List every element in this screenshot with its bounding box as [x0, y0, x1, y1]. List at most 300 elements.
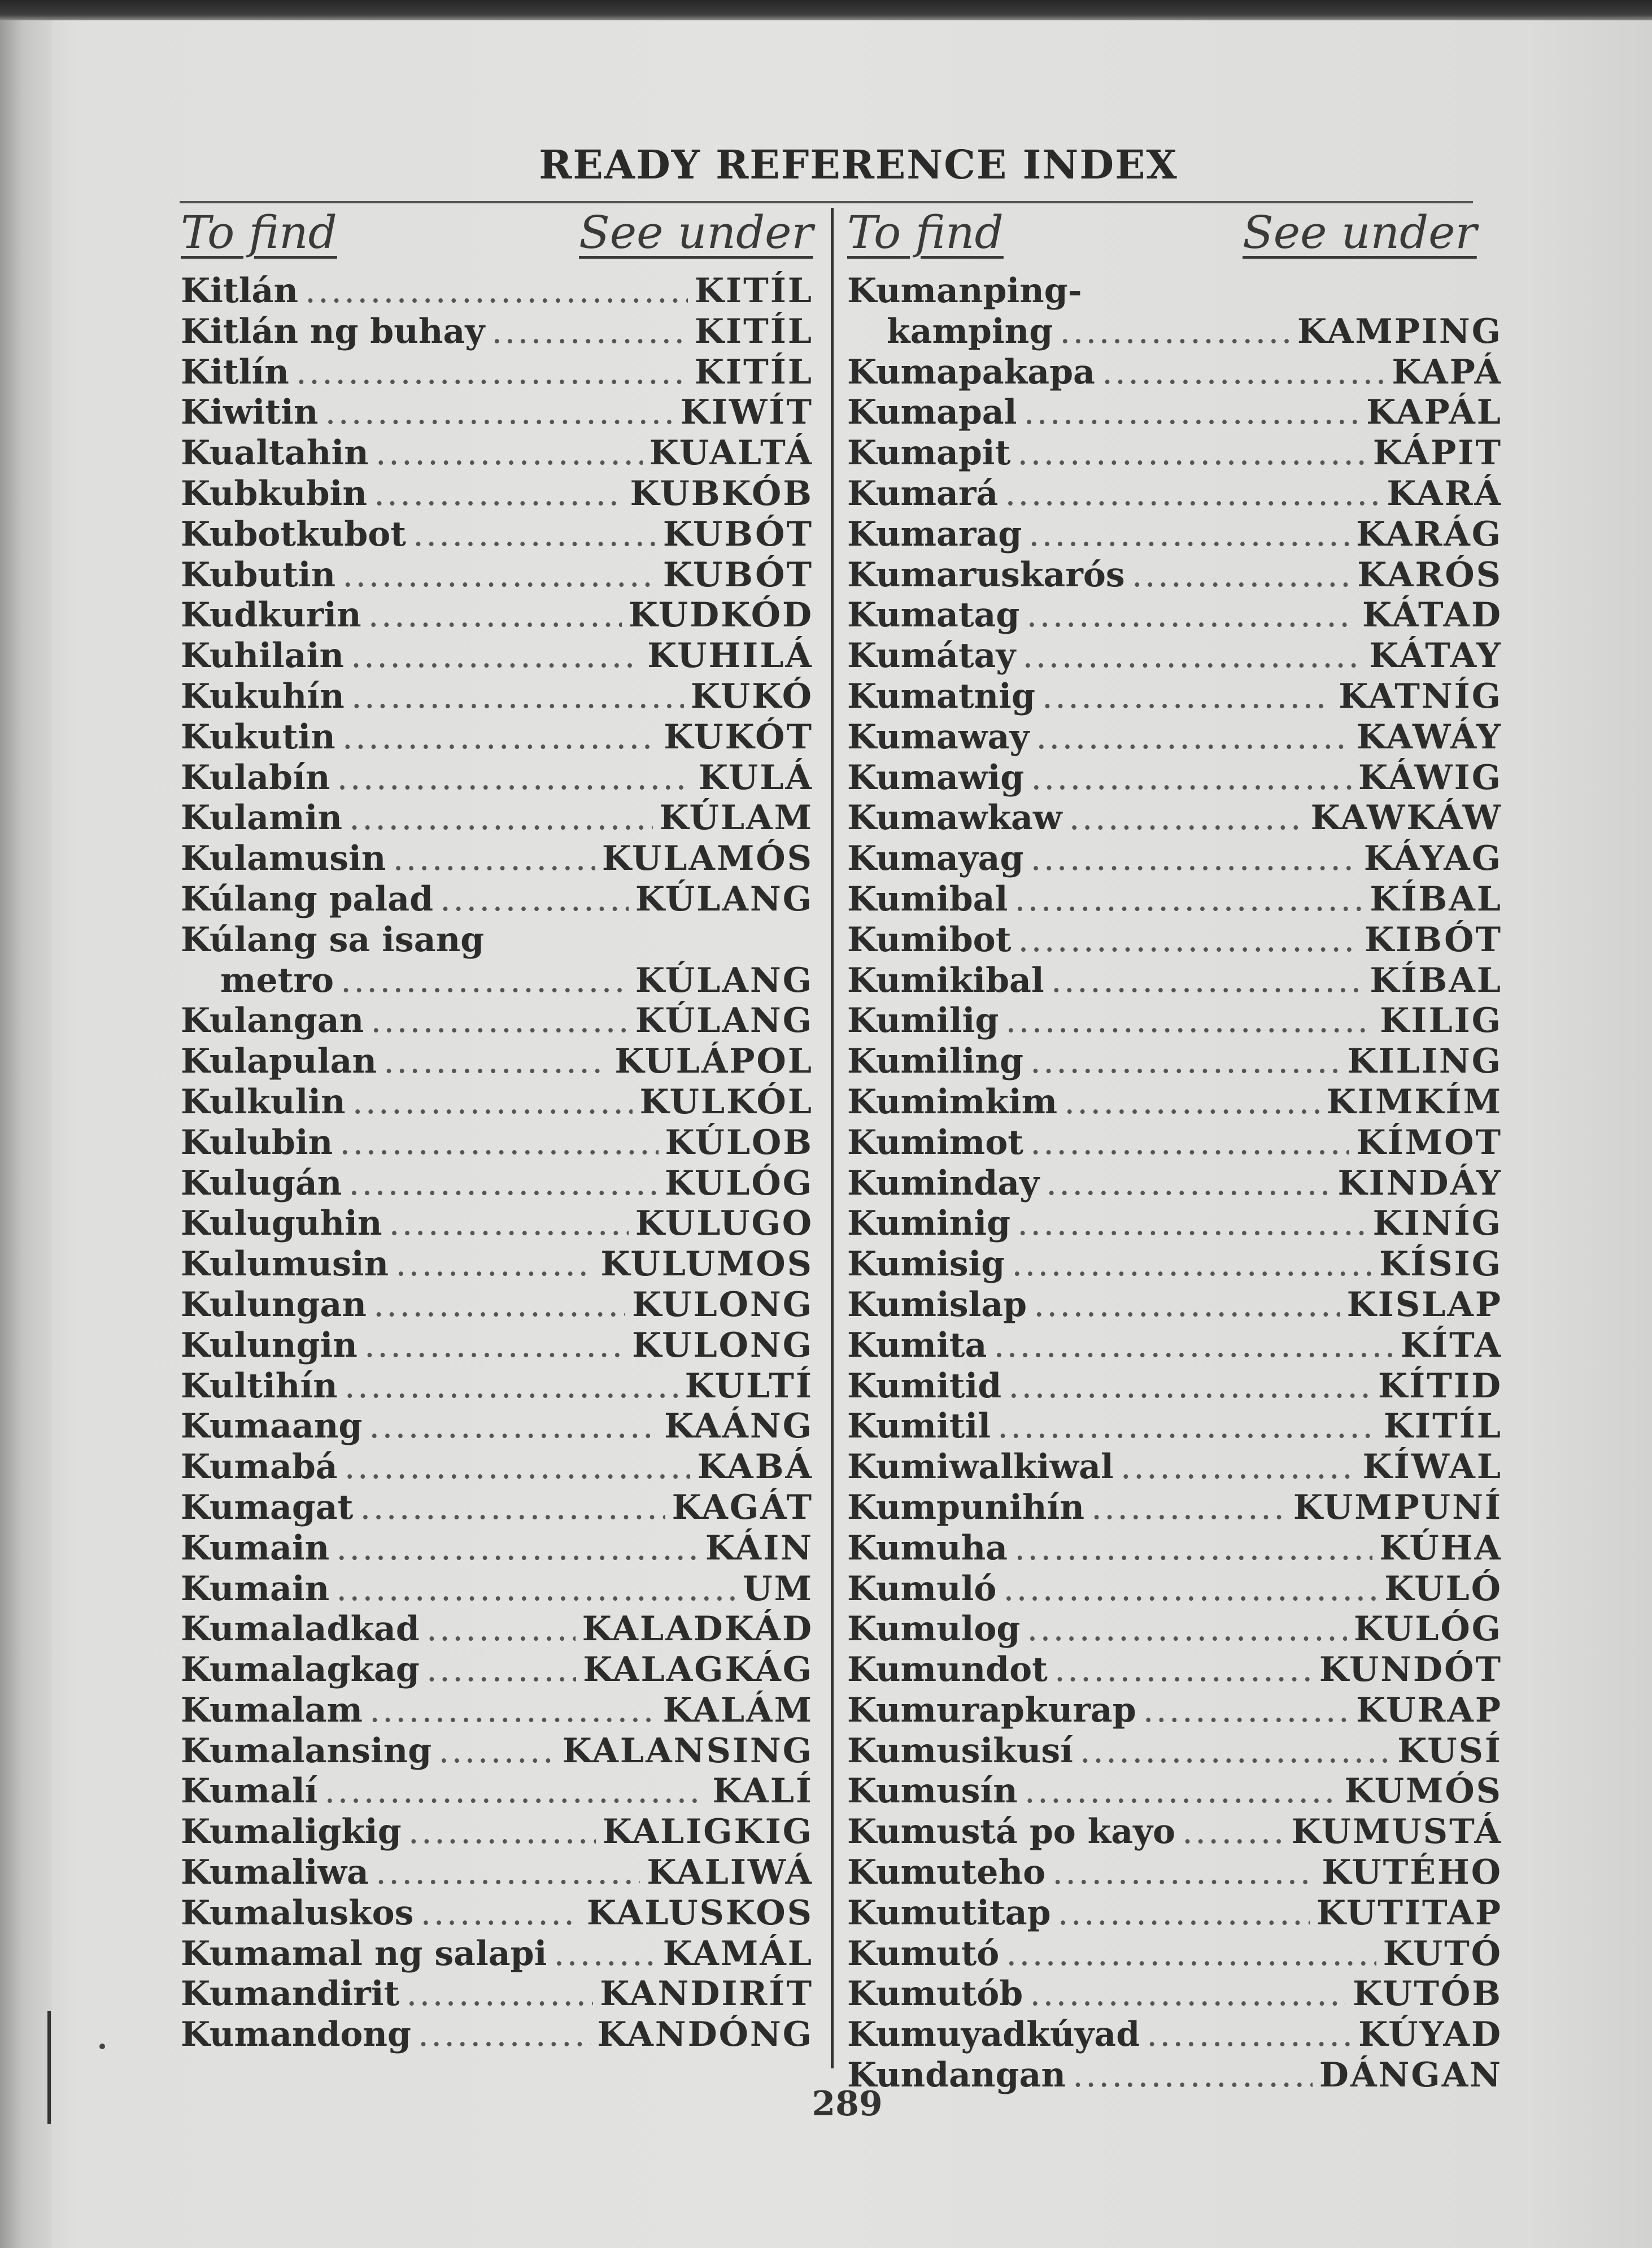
entry-reference: KUALTÁ	[649, 433, 813, 473]
dot-leader	[368, 595, 622, 636]
dot-leader	[1005, 474, 1380, 515]
page-top-edge	[0, 0, 1652, 20]
entry-term: Kumalam	[181, 1690, 363, 1730]
index-entry	[847, 961, 1502, 1001]
index-entry	[847, 839, 1502, 879]
index-entry	[181, 1123, 813, 1164]
index-entry	[847, 1974, 1502, 2015]
entry-reference: KUMÓS	[1344, 1771, 1502, 1811]
dot-leader	[296, 352, 688, 393]
index-entry	[181, 1366, 813, 1407]
entry-reference: KILIG	[1380, 1001, 1502, 1041]
dot-leader	[1031, 839, 1357, 879]
dot-leader	[342, 717, 657, 758]
index-entry	[847, 1528, 1502, 1569]
entry-term: Kumawig	[847, 757, 1025, 798]
entry-term: Kumamal ng salapi	[181, 1933, 547, 1973]
index-entry	[181, 1812, 813, 1853]
spine-dot	[99, 2044, 105, 2049]
entry-term: Kumuló	[847, 1569, 997, 1609]
entry-reference: KANDIRÍT	[600, 1974, 813, 2014]
entry-term: Kumalagkag	[181, 1650, 420, 1690]
entry-reference: KARÓS	[1357, 555, 1502, 595]
entry-reference: KIBÓT	[1365, 920, 1502, 960]
entry-reference: KARÁ	[1387, 473, 1502, 513]
dot-leader	[1080, 1731, 1391, 1772]
dot-leader	[1182, 1812, 1285, 1853]
dot-leader	[351, 677, 684, 717]
index-entry	[847, 1123, 1502, 1164]
entry-reference: KALANSING	[562, 1731, 813, 1771]
index-entry	[181, 798, 813, 839]
dot-leader	[1121, 1447, 1356, 1488]
entry-term: Kumutób	[847, 1974, 1023, 2014]
dot-leader	[352, 1082, 633, 1123]
dot-leader	[1028, 515, 1349, 555]
entry-reference: KUDKÓD	[628, 595, 813, 635]
dot-leader	[374, 474, 623, 515]
dot-leader	[1025, 1771, 1338, 1812]
entry-term: Kukuhín	[181, 676, 345, 716]
dot-leader	[1005, 1001, 1373, 1042]
entry-reference: KÚLANG	[635, 960, 813, 1000]
index-entry	[181, 1164, 813, 1204]
index-entry	[181, 677, 813, 717]
entry-term: Kuhilain	[181, 636, 344, 676]
index-entry	[847, 758, 1502, 799]
dot-leader	[336, 1528, 699, 1569]
entry-term: Kumaluskos	[181, 1893, 414, 1933]
dot-leader	[1022, 636, 1362, 677]
entry-term: Kulumusin	[181, 1244, 389, 1284]
entry-term: Kumuyadkúyad	[847, 2015, 1140, 2055]
index-entry	[181, 1285, 813, 1326]
index-entry	[181, 839, 813, 879]
entry-reference: KALÍ	[712, 1771, 813, 1811]
dot-leader	[345, 1366, 678, 1407]
index-entry	[181, 1406, 813, 1447]
dot-leader	[491, 312, 688, 352]
entry-term: Kumandirit	[181, 1974, 400, 2014]
index-entry	[847, 433, 1502, 474]
entry-term: Kumanping-	[847, 271, 1082, 311]
dot-leader	[336, 1569, 736, 1610]
index-entry	[847, 1406, 1502, 1447]
entry-term: Kumimkim	[847, 1082, 1058, 1122]
entry-reference: KÍTA	[1400, 1325, 1502, 1365]
dot-leader	[393, 839, 595, 879]
dot-leader	[1018, 920, 1358, 961]
entry-term: Kultihín	[181, 1366, 338, 1406]
entry-reference: KALAGKÁG	[583, 1650, 813, 1690]
dot-leader	[406, 1974, 593, 2015]
left-see-under-heading: See under	[579, 206, 813, 259]
entry-reference: KALIGKIG	[602, 1812, 813, 1852]
index-entry	[847, 1447, 1502, 1488]
entry-reference: KABÁ	[697, 1447, 813, 1487]
entry-term: Kumuteho	[847, 1853, 1046, 1893]
entry-reference: KULUMOS	[600, 1244, 813, 1284]
entry-term: Kumátay	[847, 636, 1016, 676]
dot-leader	[1060, 312, 1291, 352]
entry-term: Kumimot	[847, 1122, 1023, 1162]
entry-reference: KUTÉHO	[1322, 1853, 1502, 1893]
dot-leader	[342, 555, 656, 596]
entry-term: Kumaliwa	[181, 1853, 369, 1893]
entry-term: Kumusikusí	[847, 1731, 1073, 1771]
entry-term: Kumilig	[847, 1001, 999, 1041]
index-entry	[181, 555, 813, 596]
dot-leader	[1046, 1164, 1331, 1204]
entry-reference: KUBÓT	[662, 555, 813, 595]
entry-term: Kulamin	[181, 798, 343, 838]
entry-reference: KAPÁL	[1366, 393, 1502, 433]
entry-reference: KALUSKOS	[587, 1893, 813, 1933]
entry-term: Kukutin	[181, 717, 335, 757]
entry-reference: KULONG	[632, 1284, 813, 1325]
right-to-find-heading: To find	[847, 206, 1004, 259]
index-entry	[181, 271, 813, 312]
index-entry	[181, 1204, 813, 1244]
dot-leader	[376, 1853, 640, 1893]
index-entry	[847, 677, 1502, 717]
entry-reference: KÍTID	[1378, 1366, 1502, 1406]
entry-term: Kumain	[181, 1569, 330, 1609]
index-entry	[181, 2015, 813, 2055]
dot-leader	[993, 1326, 1394, 1366]
entry-reference: KUTÓ	[1383, 1933, 1502, 1973]
index-entry	[181, 758, 813, 799]
entry-term: Kumusín	[847, 1771, 1018, 1811]
dot-leader	[1054, 1650, 1313, 1691]
entry-term: Kumagat	[181, 1487, 354, 1527]
index-entry	[181, 1691, 813, 1731]
entry-reference: KALADKÁD	[582, 1609, 813, 1649]
index-entry	[181, 1528, 813, 1569]
entry-term: Kumatag	[847, 595, 1020, 635]
right-index-column	[847, 271, 1502, 2096]
entry-reference: KULUGO	[635, 1204, 813, 1244]
index-entry	[847, 1853, 1502, 1893]
index-entry	[181, 920, 813, 961]
entry-reference: KÚLANG	[635, 879, 813, 919]
dot-leader	[1017, 433, 1366, 474]
index-entry	[181, 961, 813, 1001]
dot-leader	[305, 271, 688, 312]
entry-reference: KUSÍ	[1397, 1731, 1502, 1771]
entry-term: Kulangan	[181, 1001, 364, 1041]
entry-term: Kitlán ng buhay	[181, 311, 485, 351]
dot-leader	[1143, 1691, 1349, 1731]
entry-term: Kumapit	[847, 433, 1011, 473]
index-entry	[847, 1569, 1502, 1610]
dot-leader	[1069, 798, 1304, 839]
index-entry	[847, 1488, 1502, 1528]
entry-reference: KULÓG	[664, 1163, 813, 1203]
entry-term: Kuminig	[847, 1204, 1011, 1244]
entry-reference: KUMPUNÍ	[1293, 1487, 1502, 1527]
entry-reference: KUMUSTÁ	[1291, 1812, 1502, 1852]
entry-term: Kumapakapa	[847, 352, 1095, 392]
entry-reference: KAWÁY	[1356, 717, 1502, 757]
dot-leader	[337, 758, 692, 799]
entry-term: metro	[220, 960, 334, 1000]
dot-leader	[369, 1406, 657, 1447]
index-entry	[181, 1609, 813, 1650]
entry-term: Kumutó	[847, 1933, 1000, 1973]
index-entry	[181, 1244, 813, 1285]
entry-reference: KULÁPOL	[614, 1042, 813, 1082]
index-entry	[847, 1164, 1502, 1204]
entry-term: Kumurapkurap	[847, 1690, 1136, 1730]
entry-reference: KINDÁY	[1337, 1163, 1502, 1203]
index-entry	[181, 1771, 813, 1812]
entry-term: Kulabín	[181, 757, 330, 798]
dot-leader	[389, 1204, 628, 1244]
entry-term: Kualtahin	[181, 433, 369, 473]
index-entry	[181, 1569, 813, 1610]
dot-leader	[1036, 717, 1350, 758]
entry-reference: KUBKÓB	[630, 473, 813, 513]
entry-reference: KITÍL	[1383, 1406, 1502, 1447]
dot-leader	[1058, 1893, 1310, 1934]
entry-term: Kubutin	[181, 555, 336, 595]
dot-leader	[1012, 1244, 1372, 1285]
dot-leader	[1147, 2015, 1352, 2055]
index-entry	[847, 555, 1502, 596]
dot-leader	[364, 1326, 625, 1366]
page-number: 289	[812, 2084, 883, 2124]
entry-term: Kumawkaw	[847, 798, 1062, 838]
entry-term: Kumibal	[847, 879, 1008, 919]
entry-term: Kuluguhin	[181, 1204, 382, 1244]
entry-term: Kumaladkad	[181, 1609, 420, 1649]
entry-reference: KITÍL	[694, 311, 813, 351]
entry-reference: KÁTAY	[1369, 636, 1502, 676]
entry-reference: KISLAP	[1346, 1284, 1502, 1325]
index-entry	[847, 2055, 1502, 2096]
entry-term: Kumitid	[847, 1366, 1002, 1406]
index-entry	[181, 312, 813, 352]
index-entry	[181, 1001, 813, 1042]
entry-reference: KINÍG	[1372, 1204, 1502, 1244]
dot-leader	[383, 1042, 608, 1082]
entry-term: Kumaway	[847, 717, 1030, 757]
dot-leader	[1006, 1934, 1376, 1975]
entry-reference: KAMÁL	[662, 1933, 813, 1973]
index-entry	[847, 1082, 1502, 1123]
entry-term: Kumiwalkiwal	[847, 1447, 1114, 1487]
dot-leader	[1073, 2055, 1313, 2096]
entry-reference: KÚLAM	[659, 798, 813, 838]
index-entry	[847, 515, 1502, 555]
index-entry	[181, 636, 813, 677]
index-entry	[181, 352, 813, 393]
dot-leader	[1034, 1285, 1340, 1326]
dot-leader	[1042, 677, 1332, 717]
entry-term: Kundangan	[847, 2055, 1066, 2095]
dot-leader	[418, 2015, 591, 2055]
entry-reference: KULÓ	[1384, 1569, 1502, 1609]
dot-leader	[395, 1244, 594, 1285]
index-entry	[847, 1934, 1502, 1975]
dot-leader	[339, 1123, 658, 1164]
entry-term: Kumibot	[847, 920, 1012, 960]
entry-term: Kumará	[847, 473, 999, 513]
dot-leader	[1023, 393, 1359, 433]
entry-term: Kumita	[847, 1325, 987, 1365]
index-entry	[181, 1447, 813, 1488]
entry-term: Kuminday	[847, 1163, 1040, 1203]
entry-term: Kulungan	[181, 1284, 367, 1325]
entry-term: Kulamusin	[181, 839, 386, 879]
dot-leader	[1008, 1366, 1371, 1407]
dot-leader	[553, 1934, 656, 1975]
index-entry	[181, 1893, 813, 1934]
entry-reference: KÁWIG	[1358, 757, 1502, 798]
dot-leader	[1030, 1123, 1350, 1164]
dot-leader	[360, 1488, 665, 1528]
index-entry	[181, 1488, 813, 1528]
index-entry	[847, 1731, 1502, 1772]
entry-term: Kumulog	[847, 1609, 1021, 1649]
entry-reference: KUKÓ	[690, 676, 813, 716]
entry-term: Kubotkubot	[181, 514, 407, 554]
entry-reference: KAÁNG	[664, 1406, 813, 1447]
index-entry	[847, 2015, 1502, 2055]
entry-reference: KUNDÓT	[1319, 1650, 1502, 1690]
index-entry	[847, 595, 1502, 636]
dot-leader	[369, 1691, 656, 1731]
index-entry	[847, 474, 1502, 515]
index-entry	[847, 1001, 1502, 1042]
entry-reference: KANDÓNG	[597, 2015, 813, 2055]
entry-reference: KULKÓL	[639, 1082, 813, 1122]
entry-term: Kumaligkig	[181, 1812, 402, 1852]
entry-reference: KÍMOT	[1356, 1122, 1502, 1162]
index-entry	[847, 1366, 1502, 1407]
entry-reference: KÍWAL	[1362, 1447, 1502, 1487]
entry-reference: KURAP	[1356, 1690, 1502, 1730]
dot-leader	[1031, 758, 1352, 799]
dot-leader	[349, 798, 652, 839]
entry-term: Kiwitin	[181, 393, 319, 433]
dot-leader	[438, 1731, 555, 1772]
entry-reference: KÁIN	[705, 1528, 813, 1568]
index-entry	[847, 271, 1502, 312]
spine-mark	[47, 2011, 51, 2124]
entry-reference: KITÍL	[694, 352, 813, 392]
index-entry	[847, 393, 1502, 433]
entry-reference: KUTITAP	[1316, 1893, 1502, 1933]
entry-term: Kumutitap	[847, 1893, 1051, 1933]
entry-term: Kudkurin	[181, 595, 361, 635]
dot-leader	[351, 636, 640, 677]
entry-reference: KARÁG	[1356, 514, 1502, 554]
index-entry	[847, 1042, 1502, 1082]
entry-reference: KAMPING	[1297, 311, 1502, 351]
dot-leader	[1132, 555, 1351, 596]
entry-reference: KIMKÍM	[1326, 1082, 1502, 1122]
entry-reference: KÍSIG	[1379, 1244, 1502, 1284]
entry-term: Kumundot	[847, 1650, 1048, 1690]
index-entry	[847, 1285, 1502, 1326]
index-entry	[181, 1853, 813, 1893]
index-entry	[847, 920, 1502, 961]
index-entry	[181, 1934, 813, 1975]
entry-reference: KÍBAL	[1370, 960, 1502, 1000]
entry-term: Kulubin	[181, 1122, 333, 1162]
index-entry	[847, 1650, 1502, 1691]
entry-term: Kumabá	[181, 1447, 338, 1487]
entry-term: Kumitil	[847, 1406, 991, 1447]
entry-reference: KULONG	[632, 1325, 813, 1365]
entry-reference: KÁTAD	[1362, 595, 1502, 635]
index-entry	[181, 433, 813, 474]
dot-leader	[440, 879, 629, 920]
entry-reference: KULAMÓS	[601, 839, 813, 879]
index-entry	[181, 1650, 813, 1691]
entry-reference: KATNÍG	[1339, 676, 1502, 716]
entry-term: Kumapal	[847, 393, 1017, 433]
entry-term: Kumiling	[847, 1042, 1023, 1082]
dot-leader	[341, 961, 629, 1001]
entry-reference: KAPÁ	[1392, 352, 1502, 392]
dot-leader	[376, 433, 643, 474]
entry-reference: KULÁ	[698, 757, 813, 798]
index-entry	[847, 798, 1502, 839]
entry-reference: KÚHA	[1379, 1528, 1502, 1568]
entry-term: Kumayag	[847, 839, 1024, 879]
right-see-under-heading: See under	[1243, 206, 1477, 259]
index-entry	[847, 352, 1502, 393]
page-title: READY REFERENCE INDEX	[539, 141, 1178, 188]
title-rule	[180, 201, 1473, 203]
entry-term: Kumatnig	[847, 676, 1035, 716]
dot-leader	[1014, 1528, 1372, 1569]
index-entry	[181, 717, 813, 758]
dot-leader	[426, 1650, 576, 1691]
entry-reference: KULÓG	[1353, 1609, 1502, 1649]
entry-reference: UM	[743, 1569, 813, 1609]
entry-term: Kumaruskarós	[847, 555, 1125, 595]
entry-term: Kulapulan	[181, 1042, 377, 1082]
entry-reference: KÚYAD	[1358, 2015, 1502, 2055]
index-entry	[181, 474, 813, 515]
dot-leader	[1091, 1488, 1287, 1528]
entry-reference: KÁPIT	[1372, 433, 1502, 473]
index-entry	[847, 1812, 1502, 1853]
dot-leader	[1030, 1974, 1346, 2015]
dot-leader	[1017, 1204, 1366, 1244]
entry-term: Kitlín	[181, 352, 289, 392]
dot-leader	[1003, 1569, 1378, 1610]
index-entry	[181, 1082, 813, 1123]
entry-term: Kumustá po kayo	[847, 1812, 1176, 1852]
index-entry	[847, 1244, 1502, 1285]
dot-leader	[1030, 1042, 1341, 1082]
entry-reference: KÚLANG	[635, 1001, 813, 1041]
index-entry	[847, 1609, 1502, 1650]
entry-term: Kumalansing	[181, 1731, 432, 1771]
index-entry	[847, 1326, 1502, 1366]
dot-leader	[1102, 352, 1385, 393]
entry-term: Kitlán	[181, 271, 298, 311]
entry-reference: KULTÍ	[685, 1366, 813, 1406]
entry-reference: KUTÓB	[1353, 1974, 1502, 2014]
entry-reference: KUHILÁ	[647, 636, 813, 676]
entry-reference: KIWÍT	[680, 393, 813, 433]
